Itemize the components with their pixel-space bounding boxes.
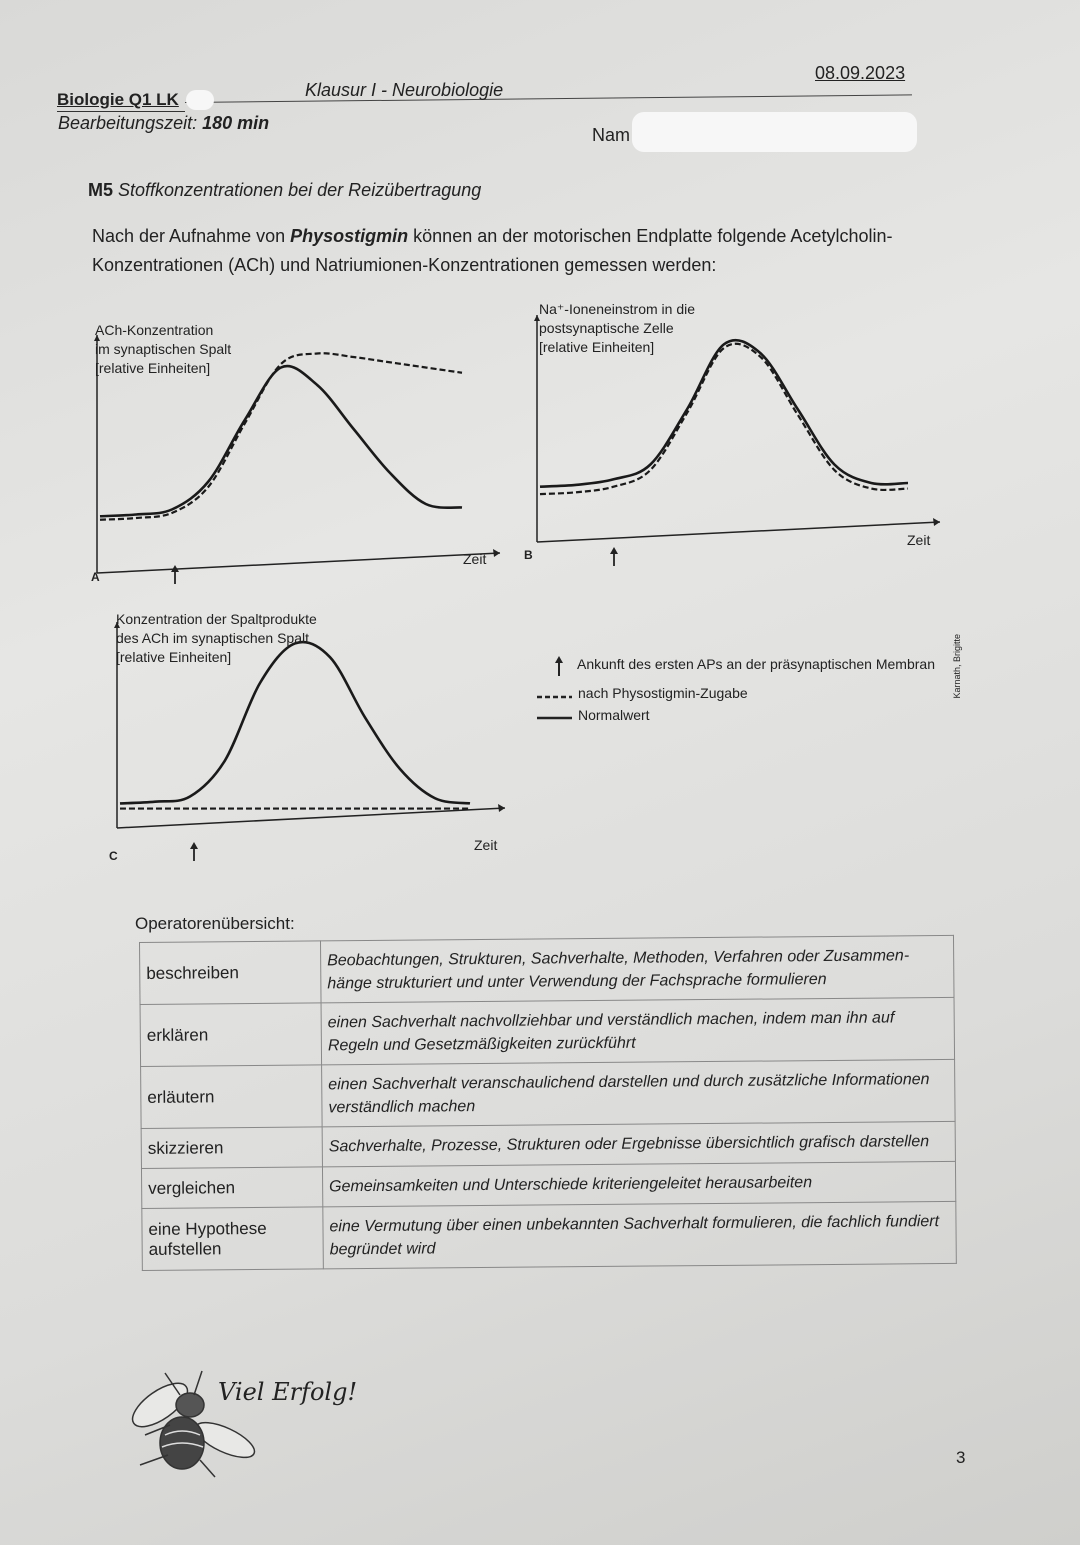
chart-b-ylabel-2: postsynaptische Zelle xyxy=(539,320,674,336)
chart-a-xlabel: Zeit xyxy=(463,551,487,567)
operators-title: Operatorenübersicht: xyxy=(135,914,295,933)
operator-definition: Beobachtungen, Strukturen, Sachverhalte, Methoden, Verfahren oder Zusammen-hänge strukturiert und unter Verwendung der Fachsprache formulieren xyxy=(320,935,954,1003)
operator-definition: einen Sachverhalt veranschaulichend darstellen und durch zusätzliche Informationen verständlich machen xyxy=(322,1059,956,1127)
operators-table xyxy=(139,935,957,1271)
exam-title: Klausur I - Neurobiologie xyxy=(305,80,504,100)
series-normal-line xyxy=(100,366,462,516)
time-label: Bearbeitungszeit: xyxy=(58,113,198,133)
operator-definition: einen Sachverhalt nachvollziehbar und verständlich machen, indem man ihn auf Regeln und Gesetzmäßigkeiten zurückführt xyxy=(321,997,955,1065)
chart-c-ylabel-1: Konzentration der Spaltprodukte xyxy=(116,611,317,627)
x-axis xyxy=(117,808,505,828)
legend-solid-text: Normalwert xyxy=(578,707,650,723)
section-title: Stoffkonzentrationen bei der Reizübertragung xyxy=(118,180,482,200)
ap-marker-arrowhead-icon xyxy=(190,842,198,849)
chart-b-ylabel-1: Na⁺-Ioneneinstrom in die xyxy=(539,301,696,317)
series-physostigmin-line xyxy=(540,344,908,494)
intro-emph: Physostigmin xyxy=(290,226,409,246)
table-row xyxy=(140,935,955,1004)
x-axis xyxy=(537,522,940,542)
time-value: 180 min xyxy=(202,113,270,133)
table-row xyxy=(141,1121,955,1168)
chart-a-ylabel xyxy=(95,321,231,378)
course-label: Biologie Q1 LK xyxy=(57,90,179,109)
operator-definition: Sachverhalte, Prozesse, Strukturen oder Ergebnisse übersichtlich grafisch darstellen xyxy=(322,1121,955,1167)
intro-part1: Nach der Aufnahme von xyxy=(92,226,291,246)
legend-dashed-text: nach Physostigmin-Zugabe xyxy=(578,685,748,701)
x-axis-arrow-icon xyxy=(493,549,500,557)
chart-a-ylabel-1: ACh-Konzentration xyxy=(95,322,214,338)
legend-arrowhead-icon xyxy=(555,656,563,663)
table-row xyxy=(142,1201,957,1270)
series-normal-line xyxy=(540,340,908,487)
chart-c-xlabel: Zeit xyxy=(474,837,498,853)
operator-term: beschreiben xyxy=(140,941,322,1005)
operator-term: vergleichen xyxy=(141,1167,322,1209)
table-row xyxy=(141,1059,956,1128)
chart-c-ylabel xyxy=(116,610,317,667)
legend-symbols xyxy=(537,656,572,718)
operator-definition: eine Vermutung über einen unbekannten Sachverhalt formulieren, die fachlich fundiert begründet wird xyxy=(323,1201,957,1269)
chart-a-ylabel-2: im synaptischen Spalt xyxy=(95,341,232,357)
chart-b-panel: B xyxy=(524,548,533,562)
x-axis-arrow-icon xyxy=(498,804,505,812)
chart-a-panel: A xyxy=(91,570,100,584)
chart-b-ylabel xyxy=(539,300,695,357)
chart-c-panel: C xyxy=(109,849,118,863)
image-credit: Karnath, Brigitte xyxy=(952,634,962,699)
chart-c-ylabel-2: des ACh im synaptischen Spalt xyxy=(116,630,309,646)
operator-term: eine Hypothese aufstellen xyxy=(142,1207,324,1271)
x-axis-arrow-icon xyxy=(933,518,940,526)
chart-c-ylabel-3: [relative Einheiten] xyxy=(116,649,232,665)
operator-term: skizzieren xyxy=(141,1127,322,1169)
chart-b-ylabel-3: [relative Einheiten] xyxy=(539,339,655,355)
table-row xyxy=(140,997,955,1066)
signoff-text: Viel Erfolg! xyxy=(218,1378,358,1406)
table-row xyxy=(141,1161,955,1208)
page-number: 3 xyxy=(956,1448,966,1467)
chart-a-ylabel-3: [relative Einheiten] xyxy=(95,360,211,376)
operator-term: erläutern xyxy=(141,1065,323,1129)
operator-definition: Gemeinsamkeiten und Unterschiede kriteriengeleitet herausarbeiten xyxy=(322,1161,955,1207)
chart-b-xlabel: Zeit xyxy=(907,532,931,548)
ap-marker-arrowhead-icon xyxy=(610,547,618,554)
x-axis xyxy=(97,553,500,573)
intro-part2: können an der motorischen Endplatte folgende Acetylcholin-Konzentrationen (ACh) und Natriumionen-Konzentrationen gemessen werden: xyxy=(92,226,893,275)
exam-date: 08.09.2023 xyxy=(815,63,906,83)
name-label: Nam xyxy=(592,125,631,145)
legend-arrow-text: Ankunft des ersten APs an der präsynaptischen Membran xyxy=(577,656,935,672)
section-code: M5 xyxy=(88,180,114,200)
operator-term: erklären xyxy=(140,1003,322,1067)
series-physostigmin-line xyxy=(100,353,462,520)
